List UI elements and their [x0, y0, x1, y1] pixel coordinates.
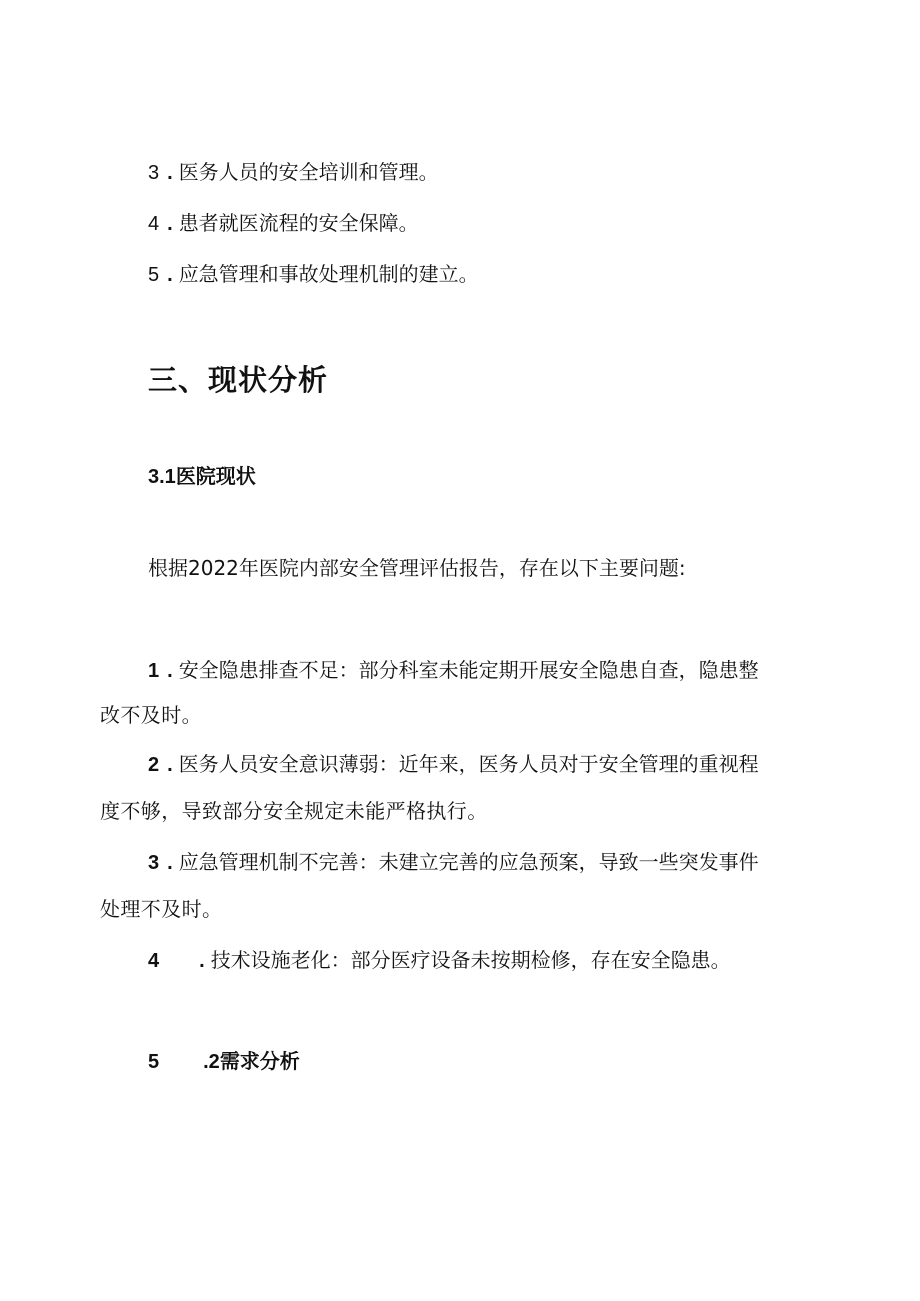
issue-item-1 [148, 654, 759, 687]
subsection-label: 需求分析 [219, 1049, 300, 1073]
list-text: 患者就医流程的安全保障。 [178, 211, 419, 235]
subsection-number: 5 [148, 1051, 160, 1073]
subsection-number: 3.1 [148, 466, 176, 488]
subsection-title [148, 1045, 300, 1078]
issue-item-4 [148, 944, 731, 977]
issue-dot: . [167, 754, 173, 776]
intro-paragraph: 根据2022年医院内部安全管理评估报告，存在以下主要问题: [148, 556, 686, 580]
list-item [148, 156, 439, 189]
list-number: 3 [148, 162, 160, 184]
issue-dot: . [167, 660, 173, 682]
subsection-dotnum: .2 [203, 1051, 220, 1073]
list-item [148, 207, 419, 240]
section-title: 三、现状分析 [148, 363, 329, 397]
list-item [148, 258, 479, 291]
issue-continuation: 处理不及时。 [100, 897, 223, 921]
issue-number: 1 [148, 660, 160, 682]
issue-text: 医务人员安全意识薄弱：近年来，医务人员对于安全管理的重视程 [178, 752, 759, 776]
list-dot: . [167, 264, 173, 286]
issue-dot: . [199, 950, 205, 972]
list-number: 4 [148, 213, 160, 235]
issue-item-3 [148, 846, 759, 879]
issue-number: 4 [148, 950, 160, 972]
issue-text: 安全隐患排查不足：部分科室未能定期开展安全隐患自查，隐患整 [178, 658, 759, 682]
issue-text: 应急管理机制不完善：未建立完善的应急预案，导致一些突发事件 [178, 850, 759, 874]
subsection-title [148, 460, 256, 493]
list-text: 应急管理和事故处理机制的建立。 [178, 262, 479, 286]
issue-item-2 [148, 748, 759, 781]
issue-number: 3 [148, 852, 160, 874]
issue-number: 2 [148, 754, 160, 776]
issue-text: 技术设施老化：部分医疗设备未按期检修，存在安全隐患。 [210, 948, 731, 972]
issue-continuation: 度不够，导致部分安全规定未能严格执行。 [100, 799, 488, 823]
list-text: 医务人员的安全培训和管理。 [178, 160, 439, 184]
list-dot: . [167, 162, 173, 184]
subsection-label: 医院现状 [175, 464, 256, 488]
issue-continuation: 改不及时。 [100, 703, 202, 727]
list-number: 5 [148, 264, 160, 286]
list-dot: . [167, 213, 173, 235]
issue-dot: . [167, 852, 173, 874]
